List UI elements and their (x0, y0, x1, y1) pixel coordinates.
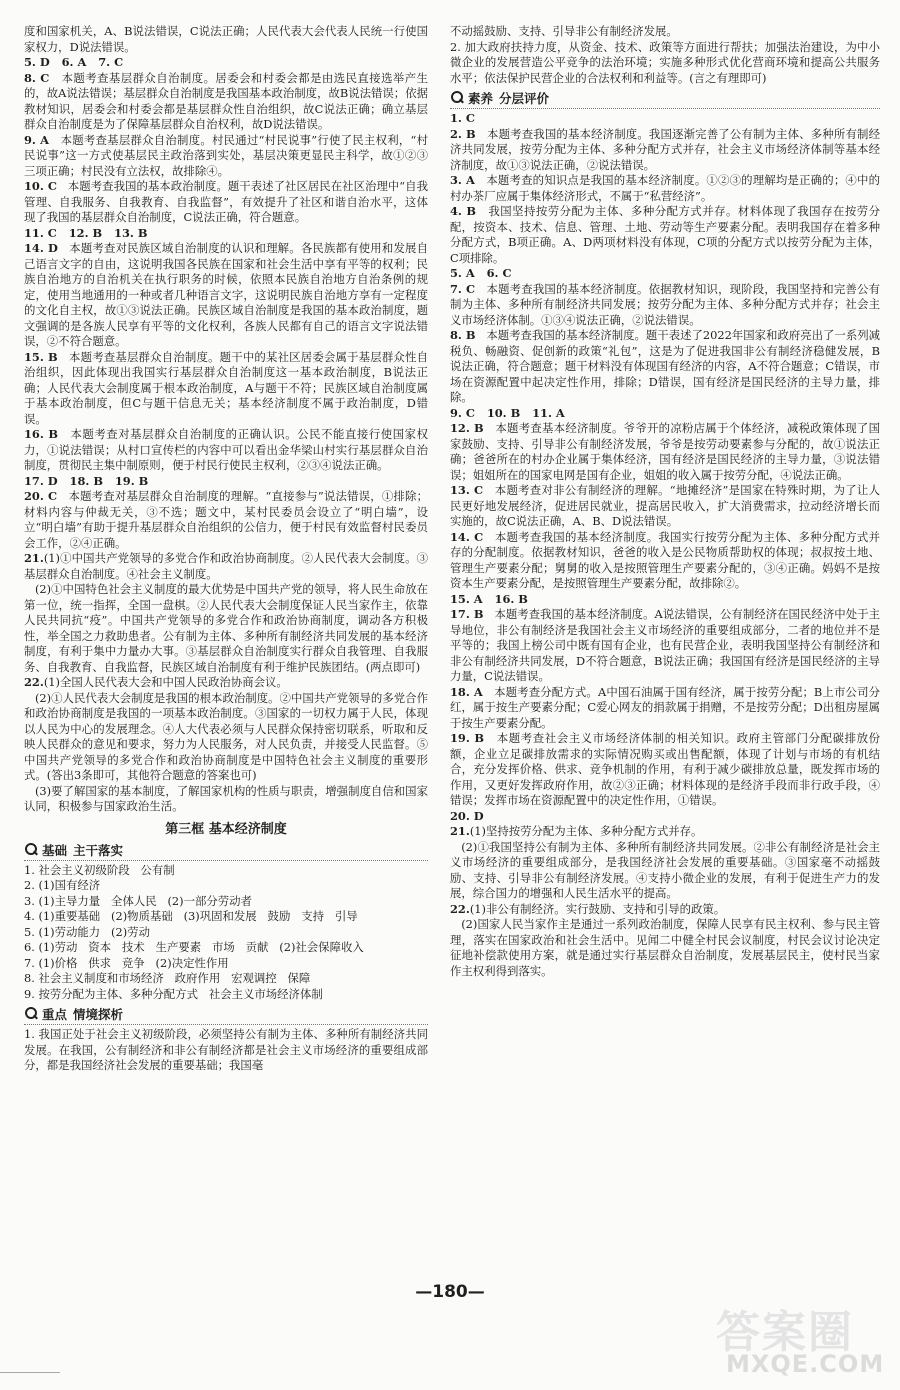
answer-text: 本题考查对民族区域自治制度的认识和理解。各民族都有使用和发展自己语言文字的自由，这说明我国各民族在国家和社会生活中享有平等的权利；民族自治地方的自治机关在执行职务的时候，依照本民族自治地方自治条例的规定，使用当地通用的一种或者几种语言文字，这说明民族自治地方享有一定程度的文化自主权，故①③说法正确。民族区域自治制度是我国的基本政治制度，题文强调的是各族人民享有平等的文化权利，各族人民都有自己的语言文字说法错误，②不符合题意。 (24, 241, 428, 348)
answer-number: 4. B (450, 204, 476, 218)
answer-text: 本题考查基本经济制度。爷爷开的凉粉店属于个体经济，减税政策体现了国家鼓励、支持、引导非公有制经济发展，爷爷是按劳动要素参与分配的，故①说法正确；爸爸所在的村办企业属于集体经济，国有经济是国民经济的主导力量，③说法错误；姐姐所在的国家电网是国有企业，姐姐的收入属于按劳分配，④说法正确。 (450, 421, 880, 482)
answer-item (450, 483, 880, 530)
answer-number: 2. B (450, 126, 476, 141)
footer-rule (0, 1372, 60, 1373)
answer-item (24, 226, 428, 242)
basic-answer-list (24, 863, 428, 1003)
answer-text: (3)要了解国家的基本制度，了解国家机构的性质与职责，增强制度自信和国家认同，积极参与国家政治生活。 (24, 783, 428, 813)
answer-text: (2)①人民代表大会制度是我国的根本政治制度。②中国共产党领导的多党合作和政治协商制度是我国的一项基本政治制度。③国家的一切权力属于人民，体现以人民为中心的发展理念。④人大代表必须与人民群众保持密切联系，听取和反映人民群众的意见和要求，努力为人民服务，对人民负责，并接受人民监督。⑤中国共产党领导的多党合作和政治协商制度是中国特色社会主义制度的重要形式。(答出3条即可，其他符合题意的答案也可) (24, 690, 428, 782)
answer-text: (1)全国人民代表大会和中国人民政治协商会议。 (43, 675, 288, 689)
answer-text: 本题考查分配方式。A中国石油属于国有经济，属于按劳分配；B上市公司分红，属于按生产要素分配；C爱心网友的捐款属于捐赠，不是按劳分配；D出租房屋属于按生产要素分配。 (450, 684, 880, 730)
answer-text: (2)①中国特色社会主义制度的最大优势是中国共产党的领导，将人民生命放在第一位，统一指挥，全国一盘棋。②人民代表大会制度保证人民当家作主，依靠人民共同抗“疫”。中国共产党领导的多党合作和政治协商制度，调动各方积极性，举全国之力救助患者。公有制为主体、多种所有制经济共同发展的基本经济制度，有利于集中力量办大事。③基层群众自治制度实行群众自我管理、自我服务、自我教育、自我监督，民族区域自治制度有利于维护民族团结。(两点即可) (24, 582, 428, 674)
answer-item (24, 474, 428, 490)
answer-text: 度和国家机关，A、B说法错误，C说法正确；人民代表大会代表人民统一行使国家权力，D说法错误。 (24, 24, 428, 54)
answer-item (450, 266, 880, 282)
answer-text: (2)①我国坚持公有制为主体、多种所有制经济共同发展。②非公有制经济是社会主义市场经济的重要组成部分，是我国经济社会发展的重要基础。③国家毫不动摇鼓励、支持、引导非公有制经济发展。④支持小微企业的发展，有利于促进生产力的发展，综合国力的增强和人民生活水平的提高。 (450, 839, 880, 900)
answer-item (24, 551, 428, 582)
section-heading: 主干落实 (73, 842, 124, 858)
left-column (24, 24, 428, 1074)
answer-item (24, 179, 428, 226)
answer-item (24, 71, 428, 133)
answer-text: 2. 加大政府扶持力度，从资金、技术、政策等方面进行帮扶；加强法治建设，为中小微企业的发展营造公平竞争的法治环境；实施多种形式优化营商环境和提高公共服务水平；依法保护民营企业的合法权利和利益等。(言之有理即可) (450, 39, 880, 85)
answer-item (24, 350, 428, 428)
watermark-text: 答案圈 (716, 1307, 854, 1358)
answer-text: 本题考查基层群众自治制度。居委会和村委会都是由选民直接选举产生的，故A说法错误；基层群众自治制度是我国基本政治制度，故B说法错误；依据教材知识，居委会和村委会都是基层群众性自治组织，故C说法正确；确立基层群众自治制度是为了保障基层群众自治权利，故D说法错误。 (24, 70, 428, 131)
answer-number: 18. A (450, 684, 483, 699)
answer-item (450, 328, 880, 406)
answer-text: (2)国家人民当家作主是通过一系列政治制度，保障人民享有民主权利、参与民主管理，落实在国家政治和社会生活中。见闻二中健全村民会议制度，村民会议讨论决定征地补偿款使用方案，就是通过实行基层群众自治制度，发展基层民主，使村民当家作主权利得到落实。 (450, 917, 880, 978)
basic-section-header (24, 841, 428, 861)
answer-number: 16. B (24, 427, 58, 441)
answer-number: 19. B (450, 731, 485, 745)
answer-item (450, 204, 880, 266)
answer-item (24, 691, 428, 784)
answer-item (450, 902, 880, 918)
section-heading: 分层评价 (499, 91, 550, 106)
answer-item (24, 489, 428, 551)
answer-item (24, 784, 428, 815)
basic-item: 1. 社会主义初级阶段 公有制 (24, 862, 175, 877)
watermark-url: MXQE.COM (726, 1350, 885, 1378)
watermark-logo (708, 1296, 888, 1386)
answer-number: 8. B (450, 328, 476, 342)
answer-text: (1)坚持按劳分配为主体、多种分配方式并存。 (469, 824, 703, 838)
answer-item (450, 127, 880, 174)
left-answer-list (24, 24, 428, 815)
answer-text: 本题考查我国的基本经济制度。我国实行按劳分配为主体、多种分配方式并存的分配制度。依据教材知识，爸爸的收入是公民物质帮助权的体现；叔叔按土地、管理生产要素分配；舅舅的收入是按照管理生产要素分配的，③④正确。妈妈不是按资本生产要素分配，是按照管理生产要素分配，故排除②。 (450, 529, 880, 590)
answer-item (24, 675, 428, 691)
answer-number: 5. D 6. A 7. C (24, 55, 124, 69)
answer-text: 本题考查对基层群众自治制度的理解。“直接参与”说法错误，①排除；材料内容与仲裁无关，③不选；题文中，某村民委员会设立了“明白墙”，设立“明白墙”有助于提升基层群众自治组织的公信力，便于村民有效监督村民委员会工作，②④正确。 (24, 489, 428, 550)
answer-number: 17. B (450, 607, 484, 621)
answer-number: 9. C 10. B 11. A (450, 405, 565, 420)
answer-number: 20. C (24, 489, 58, 503)
answer-text: 我国坚持按劳分配为主体、多种分配方式并存。材料体现了我国存在按劳分配，按资本、技术、信息、管理、土地、劳动等生产要素分配。表明我国存在着多种分配方式，B项正确。A、D两项材料没有体现，C项的分配方式以按劳分配为主体，C项排除。 (450, 204, 880, 265)
right-column (450, 24, 880, 979)
section-label: 素养 (468, 91, 494, 106)
answer-text: 本题考查我国的基本经济制度。题干表述了2022年国家和政府亮出了一系列减税负、畅融资、促创新的政策“礼包”，这是为了促进我国非公有制经济稳健发展，B说法正确，符合题意；题干材料没有体现国有经济的内容，A不符合题意；C错误，市场在资源配置中起决定性作用，排除；D错误，国有经济是国民经济的主导力量，排除。 (450, 328, 881, 404)
basic-item: 8. 社会主义制度和市场经济 政府作用 宏观调控 保障 (24, 971, 311, 985)
magnifier-icon (24, 843, 38, 857)
answer-text: 本题考查的知识点是我国的基本经济制度。①②③的理解均是正确的；④中的村办茶厂应属于集体经济形式，不属于“私营经济”。 (450, 173, 880, 203)
right-top-list (450, 24, 880, 86)
answer-number: 14. D (24, 241, 58, 255)
answer-number: 12. B (450, 421, 484, 435)
answer-text: 本题考查对基层群众自治制度的正确认识。公民不能直接行使国家权力，①说法错误；从村口宣传栏的内容中可以看出金华梁山村实行基层群众自治制度，贯彻民主集中制原则，便于村民行使民主权利，②③④说法正确。 (24, 427, 428, 472)
answer-item (450, 173, 880, 204)
answer-item (24, 427, 428, 474)
answer-item (450, 824, 880, 840)
answer-item (450, 592, 880, 608)
answer-number: 22. (24, 675, 44, 689)
answer-text: 本题考查基层群众自治制度。题干中的某社区居委会属于基层群众性自治组织，因此体现出我国实行基层群众自治制度这一基本政治制度，B说法正确；人民代表大会制度属于根本政治制度，A与题干不符；民族区域自治制度属于基本政治制度，但C与题干信息无关；基本经济制度不属于政治制度，D错误。 (24, 349, 428, 426)
section-title: 第三框 基本经济制度 (165, 821, 287, 837)
answer-text: (1)①中国共产党领导的多党合作和政治协商制度。②人民代表大会制度。③基层群众自治制度。④社会主义制度。 (24, 551, 428, 581)
section-label: 重点 (42, 1007, 68, 1022)
answer-item (24, 241, 428, 350)
answer-item (24, 133, 428, 180)
answer-item (24, 24, 428, 55)
answer-number: 21. (24, 551, 44, 565)
eval-section-header (450, 89, 880, 109)
basic-item: 6. (1)劳动 资本 技术 生产要素 市场 贡献 (2)社会保障收入 (24, 940, 364, 954)
answer-text: 不动摇鼓励、支持、引导非公有制经济发展。 (450, 24, 678, 38)
answer-text: 本题考查我国的基本经济制度。依据教材知识，现阶段，我国坚持和完善公有制为主体、多种所有制经济共同发展；按劳分配为主体、多种分配方式并存；社会主义市场经济体制。①③④说法正确，②说法错误。 (450, 281, 880, 327)
scene-answer: 1. 我国正处于社会主义初级阶段，必须坚持公有制为主体、多种所有制经济共同发展。在我国，公有制经济和非公有制经济都是社会主义市场经济的重要组成部分，都是我国经济社会发展的重要基础；我国毫 (24, 1027, 428, 1072)
answer-item (24, 582, 428, 675)
answer-item (450, 111, 880, 127)
answer-item (450, 731, 880, 809)
magnifier-icon (450, 91, 464, 105)
section-label: 基础 (42, 842, 68, 858)
answer-text: 本题考查基层群众自治制度。村民通过“村民说事”行使了民主权利，“村民说事”这一方式使基层民主政治落到实处，基层决策更显民主科学，故①②③三项正确；村民没有立法权，故排除④。 (24, 132, 428, 178)
answer-number: 17. D 18. B 19. B (24, 473, 149, 488)
answer-item (450, 24, 880, 40)
answer-item (450, 685, 880, 732)
answer-number: 15. B (24, 349, 58, 364)
answer-text: 本题考查我国的基本经济制度。我国逐渐完善了公有制为主体、多种所有制经济共同发展，按劳分配为主体、多种分配方式并存，社会主义市场经济体制等基本经济制度，故①③说法正确，②说法错误。 (450, 126, 880, 172)
answer-item (450, 809, 880, 825)
answer-item (450, 421, 880, 483)
answer-number: 22. (450, 901, 470, 916)
answer-item (450, 282, 880, 329)
answer-item (450, 917, 880, 979)
answer-number: 21. (450, 824, 470, 838)
answer-number: 1. C (450, 111, 475, 125)
answer-number: 5. A 6. C (450, 266, 512, 280)
section-heading: 情境探析 (73, 1007, 124, 1022)
answer-number: 3. A (450, 173, 475, 187)
right-answer-list (450, 111, 880, 979)
answer-number: 10. C (24, 179, 57, 193)
answer-number: 11. C 12. B 13. B (24, 225, 148, 240)
answer-text: 本题考查对非公有制经济的理解。“地摊经济”是国家在特殊时期，为了让人民更好地发展经济，促进居民就业，提高居民收入，扩大消费需求，拉动经济增长而实施的，故C说法正确，A、B、D说法错误。 (450, 483, 880, 528)
page-number: —180— (415, 1282, 485, 1302)
answer-number: 8. C (24, 70, 50, 85)
magnifier-icon (24, 1007, 38, 1021)
answer-item (450, 406, 880, 422)
answer-number: 7. C (450, 281, 476, 296)
scene-section-header (24, 1005, 428, 1025)
basic-item: 4. (1)重要基础 (2)物质基础 (3)巩固和发展 鼓励 支持 引导 (24, 909, 358, 923)
answer-text: 本题考查我国的基本经济制度。A说法错误，公有制经济在国民经济中处于主导地位，非公有制经济是我国社会主义市场经济的重要组成部分，二者的地位并不是平等的；我国上榜公司中既有国有企业，也有民营企业，表明我国坚持公有制经济和非公有制经济共同发展，D不符合题意，B说法正确；我国国有经济是国民经济的主导力量，C说法错误。 (450, 607, 880, 683)
answer-item (450, 530, 880, 592)
answer-number: 14. C (450, 529, 484, 544)
answer-item (450, 40, 880, 87)
basic-item: 5. (1)劳动能力 (2)劳动 (24, 924, 150, 939)
basic-item: 9. 按劳分配为主体、多种分配方式 社会主义市场经济体制 (24, 986, 323, 1001)
answer-text: (1)非公有制经济。实行鼓励、支持和引导的政策。 (469, 901, 726, 916)
answer-number: 20. D (450, 808, 484, 823)
basic-item: 7. (1)价格 供求 竞争 (2)决定性作用 (24, 955, 229, 970)
answer-number: 13. C (450, 483, 484, 497)
answer-item (24, 55, 428, 71)
basic-item: 3. (1)主导力量 全体人民 (2)一部分劳动者 (24, 893, 252, 908)
answer-number: 15. A 16. B (450, 591, 528, 606)
answer-text: 本题考查我国的基本政治制度。题干表述了社区居民在社区治理中“自我管理、自我服务、自我教育、自我监督”，有效提升了社区和谐自治水平，这体现了我国的基层群众自治制度，C说法正确，符合题意。 (24, 179, 428, 224)
answer-number: 9. A (24, 132, 49, 147)
answer-text: 本题考查社会主义市场经济体制的相关知识。政府主管部门分配碳排放份额，企业立足碳排放需求的实际情况购买或出售配额，体现了计划与市场的有机结合，充分发挥价格、供求、竞争机制的作用，有利于减少碳排放总量，既发挥市场的作用，又更好发挥政府作用，故②③正确；材料体现的是经济手段而非行政手段，④错误；发挥市场在资源配置中的决定性作用，①错误。 (450, 731, 880, 807)
basic-item: 2. (1)国有经济 (24, 878, 101, 892)
answer-item (450, 840, 880, 902)
answer-item (450, 607, 880, 685)
